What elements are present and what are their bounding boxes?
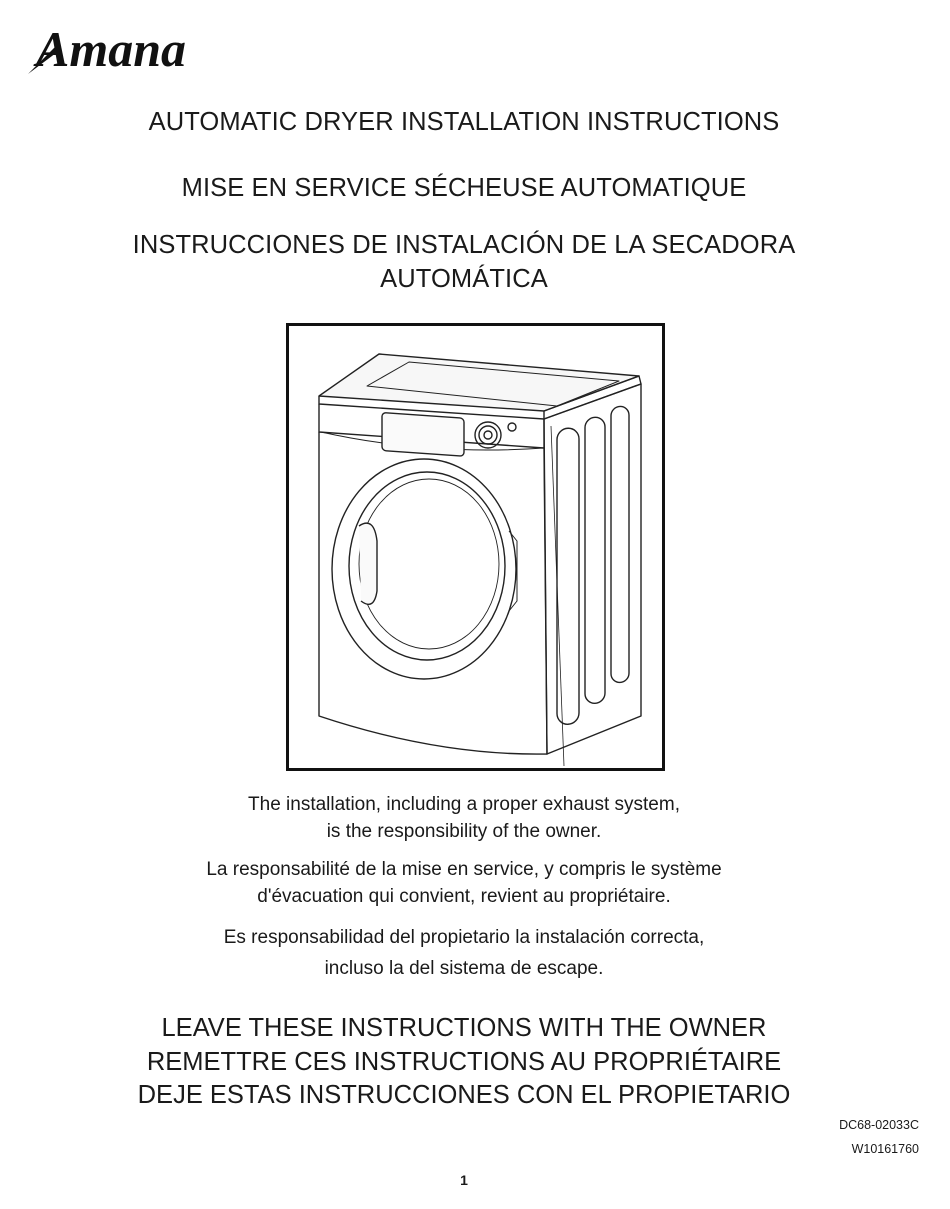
dryer-illustration-icon [289,326,662,768]
title-french: MISE EN SERVICE SÉCHEUSE AUTOMATIQUE [181,174,747,202]
leave-instructions-spanish: DEJE ESTAS INSTRUCCIONES CON EL PROPIETARIO [137,1081,791,1109]
responsibility-spanish-line2: incluso la del sistema de escape. [324,958,604,979]
responsibility-french-line2: d'évacuation qui convient, revient au propriétaire. [257,886,671,907]
responsibility-english-line2: is the responsibility of the owner. [326,821,602,842]
leave-instructions [0,1012,928,1113]
leave-instructions-french: REMETTRE CES INSTRUCTIONS AU PROPRIÉTAIRE [146,1047,782,1076]
responsibility-english [0,791,928,845]
document-code-primary: DC68-02033C [839,1118,919,1132]
dryer-figure-frame [286,323,665,771]
leave-instructions-english: LEAVE THESE INSTRUCTIONS WITH THE OWNER [161,1014,767,1042]
responsibility-english-line1: The installation, including a proper exhaust system, [248,794,680,815]
page-number: 1 [460,1172,468,1188]
title-english: AUTOMATIC DRYER INSTALLATION INSTRUCTIONS [148,108,780,136]
title-spanish-line2: AUTOMÁTICA [380,265,548,293]
responsibility-spanish-line1: Es responsabilidad del propietario la instalación correcta, [223,927,705,948]
amana-logo [26,16,230,78]
responsibility-spanish [0,922,928,984]
title-spanish [0,228,928,296]
responsibility-french [0,856,928,910]
document-code-secondary: W10161760 [851,1142,919,1156]
logo-wordmark: Amana [36,21,187,77]
responsibility-french-line1: La responsabilité de la mise en service, y compris le système [206,859,722,880]
title-spanish-line1: INSTRUCCIONES DE INSTALACIÓN DE LA SECADORA [132,231,796,259]
